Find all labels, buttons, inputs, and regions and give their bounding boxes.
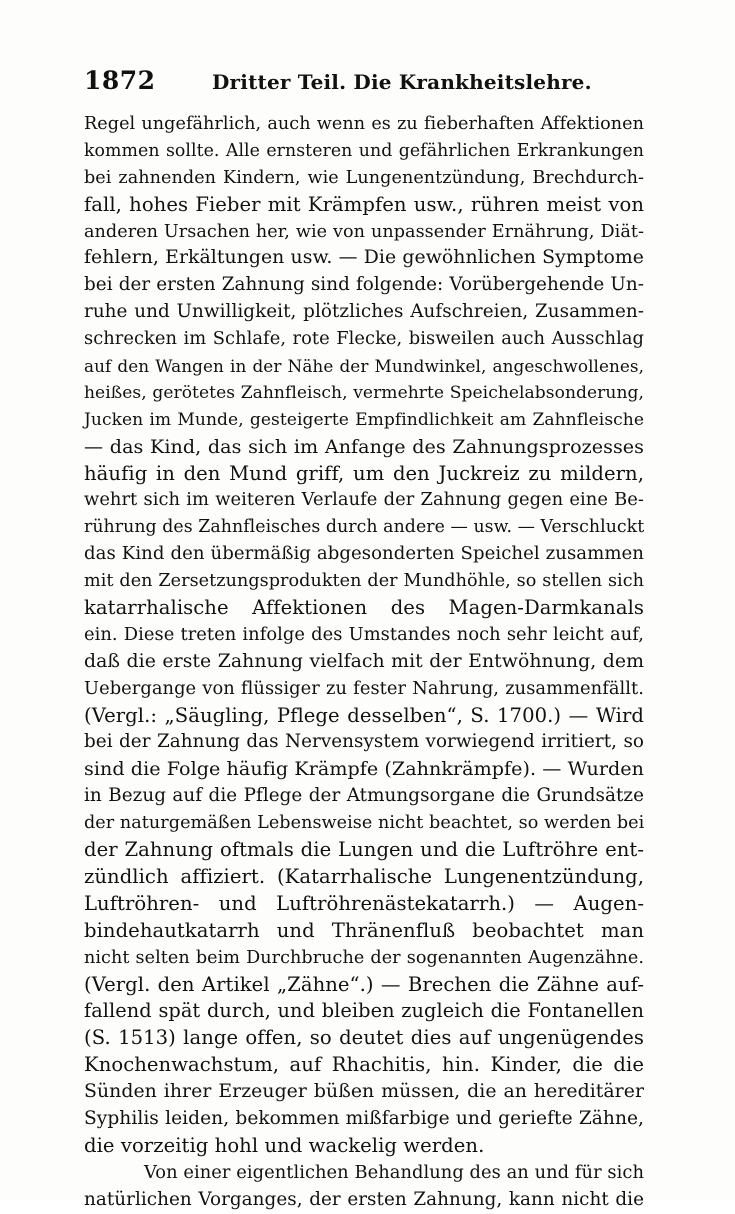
page-number: 1872 bbox=[84, 66, 156, 95]
text-line: daß die erste Zahnung vielfach mit der Entwöhnung, dem bbox=[84, 650, 644, 672]
text-line: sind die Folge häufig Krämpfe (Zahnkrämpfe). — Wurden bbox=[84, 757, 644, 781]
text-line: natürlichen Vorganges, der ersten Zahnung, kann nicht die bbox=[84, 1188, 644, 1210]
text-line: bei der ersten Zahnung sind folgende: Vorübergehende Un- bbox=[84, 274, 644, 296]
text-line: (Vergl.: „Säugling, Pflege desselben“, S. 1700.) — Wird bbox=[84, 703, 644, 727]
text-line: fall, hohes Fieber mit Krämpfen usw., rühren meist von bbox=[84, 192, 644, 216]
text-line: bindehautkatarrh und Thränenfluß beobachtet man bbox=[84, 918, 644, 942]
text-line: kommen sollte. Alle ernsteren und gefährlichen Erkrankungen bbox=[84, 140, 644, 161]
text-line: häufig in den Mund griff, um den Juckreiz zu mildern, bbox=[84, 461, 644, 485]
text-line: katarrhalische Affektionen des Magen-Darmkanals bbox=[84, 596, 644, 620]
text-line: wehrt sich im weiteren Verlaufe der Zahnung gegen eine Be- bbox=[84, 489, 644, 511]
text-line: Regel ungefährlich, auch wenn es zu fieberhaften Affektionen bbox=[84, 114, 644, 134]
text-line: fehlern, Erkältungen usw. — Die gewöhnlichen Symptome bbox=[84, 247, 644, 269]
text-line: mit den Zersetzungsprodukten der Mundhöhle, so stellen sich bbox=[84, 571, 644, 592]
running-head: Dritter Teil. Die Krankheitslehre. bbox=[212, 70, 592, 94]
text-line: anderen Ursachen her, wie von unpassender Ernährung, Diät- bbox=[84, 221, 644, 242]
text-line: Knochenwachstum, auf Rhachitis, hin. Kinder, die die bbox=[84, 1053, 644, 1077]
text-line: heißes, gerötetes Zahnfleisch, vermehrte Speichelabsonderung, bbox=[84, 382, 644, 403]
text-line: bei der Zahnung das Nervensystem vorwiegend irritiert, so bbox=[84, 731, 644, 753]
text-line: auf den Wangen in der Nähe der Mundwinkel, angeschwollenes, bbox=[84, 356, 644, 377]
text-line: die vorzeitig hohl und wackelig werden. bbox=[84, 1133, 485, 1157]
text-line: Jucken im Munde, gesteigerte Empfindlichkeit am Zahnfleische bbox=[84, 409, 644, 430]
text-line: Sünden ihrer Erzeuger büßen müssen, die an hereditärer bbox=[84, 1081, 644, 1103]
page-header bbox=[84, 64, 644, 104]
text-line: (Vergl. den Artikel „Zähne“.) — Brechen die Zähne auf- bbox=[84, 972, 644, 996]
text-line: Von einer eigentlichen Behandlung des an und für sich bbox=[144, 1161, 644, 1183]
body-text bbox=[84, 111, 644, 1214]
text-line: Uebergange von flüssiger zu fester Nahrung, zusammenfällt. bbox=[84, 677, 644, 699]
text-line: das Kind den übermäßig abgesonderten Speichel zusammen bbox=[84, 543, 644, 565]
text-line: zündlich affiziert. (Katarrhalische Lungenentzündung, bbox=[84, 864, 644, 888]
text-line: nicht selten beim Durchbruche der sogenannten Augenzähne. bbox=[84, 947, 644, 968]
text-line: fallend spät durch, und bleiben zugleich die Fontanellen bbox=[84, 999, 644, 1023]
text-line: Syphilis leiden, bekommen mißfarbige und geriefte Zähne, bbox=[84, 1107, 644, 1129]
text-line: rührung des Zahnfleisches durch andere — usw. — Verschluckt bbox=[84, 517, 645, 538]
text-line: in Bezug auf die Pflege der Atmungsorgane die Grundsätze bbox=[84, 785, 644, 807]
text-line: ein. Diese treten infolge des Umstandes noch sehr leicht auf, bbox=[84, 623, 644, 645]
text-line: der naturgemäßen Lebensweise nicht beachtet, so werden bei bbox=[84, 813, 645, 834]
text-line: Luftröhren- und Luftröhrenästekatarrh.) — Augen- bbox=[84, 891, 644, 915]
text-line: der Zahnung oftmals die Lungen und die Luftröhre ent- bbox=[84, 838, 644, 862]
text-line: bei zahnenden Kindern, wie Lungenentzündung, Brechdurch- bbox=[84, 167, 644, 188]
text-line: ruhe und Unwilligkeit, plötzliches Aufschreien, Zusammen- bbox=[84, 301, 644, 323]
text-line: — das Kind, das sich im Anfange des Zahnungsprozesses bbox=[84, 434, 644, 458]
text-line: (S. 1513) lange offen, so deutet dies auf ungenügendes bbox=[84, 1026, 644, 1050]
text-line: schrecken im Schlafe, rote Flecke, bisweilen auch Ausschlag bbox=[84, 328, 644, 350]
